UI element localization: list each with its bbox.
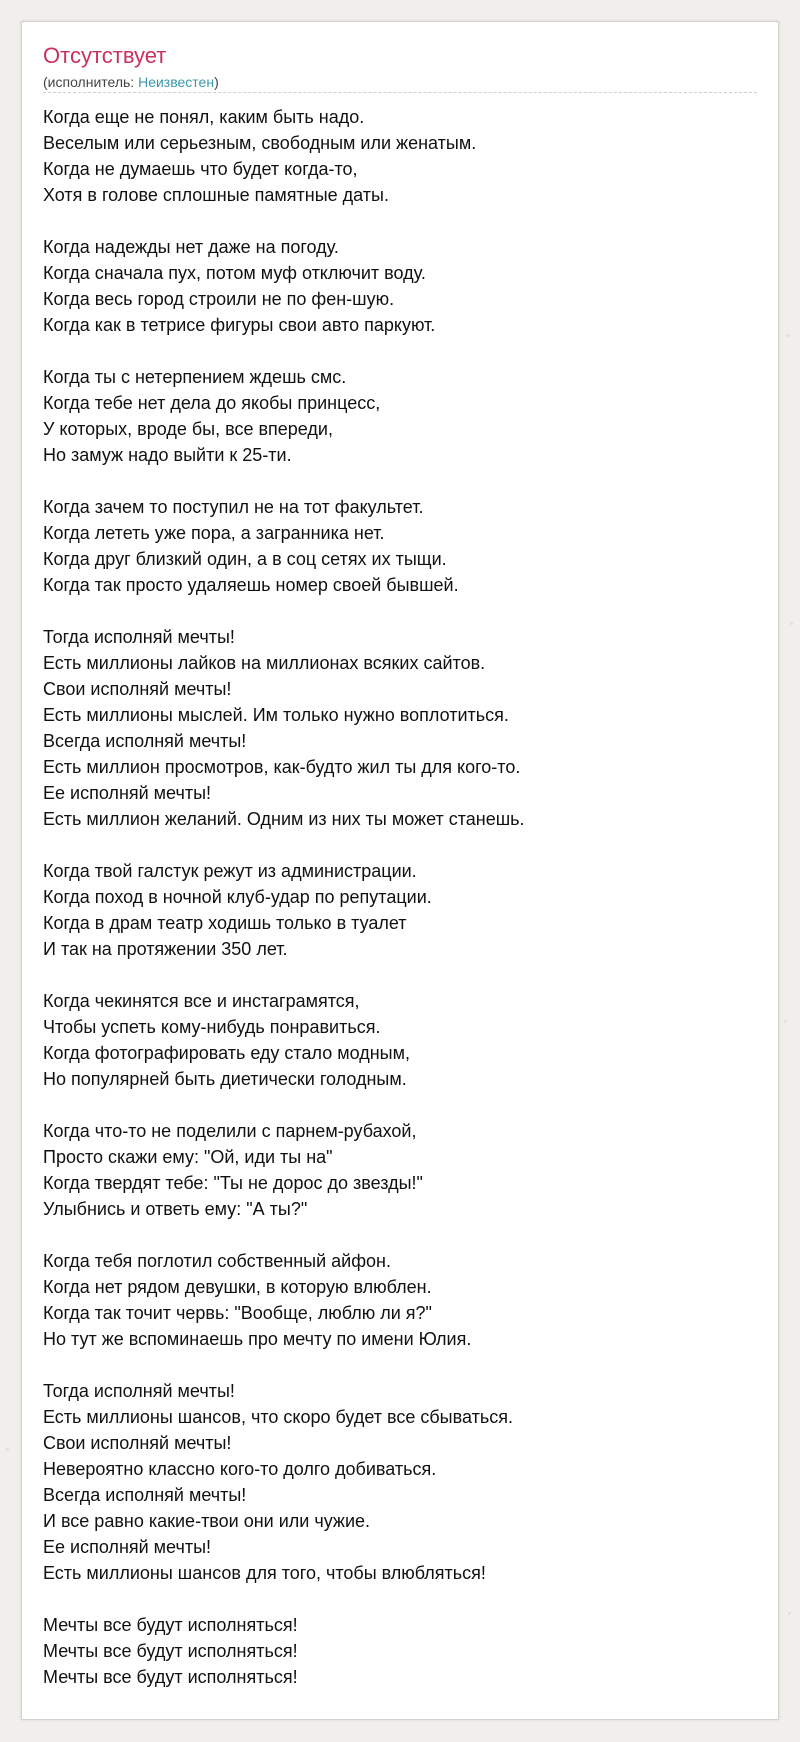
lyrics-stanza: [43, 1378, 768, 1586]
song-title: Отсутствует: [43, 43, 167, 68]
lyrics-line: Хотя в голове сплошные памятные даты.: [43, 185, 389, 205]
artist-link[interactable]: Неизвестен: [138, 74, 215, 90]
background-speck: [788, 1612, 791, 1615]
lyrics-line: Когда в драм театр ходишь только в туалет: [43, 913, 407, 933]
lyrics-line: Просто скажи ему: "Ой, иди ты на": [43, 1147, 333, 1167]
lyrics-line: Тогда исполняй мечты!: [43, 627, 235, 647]
lyrics-card: [21, 21, 779, 1720]
lyrics-line: Но замуж надо выйти к 25-ти.: [43, 445, 292, 465]
lyrics-stanza: [43, 364, 768, 468]
lyrics-line: И так на протяжении 350 лет.: [43, 939, 288, 959]
lyrics-stanza: [43, 1612, 768, 1690]
lyrics-line: Мечты все будут исполняться!: [43, 1641, 298, 1661]
background-speck: [790, 622, 793, 625]
lyrics-line: Есть миллионы мыслей. Им только нужно воплотиться.: [43, 705, 509, 725]
lyrics-line: Свои исполняй мечты!: [43, 679, 232, 699]
lyrics-stanza: [43, 858, 768, 962]
lyrics-line: Когда так просто удаляешь номер своей бывшей.: [43, 575, 459, 595]
lyrics-line: Но популярней быть диетически голодным.: [43, 1069, 407, 1089]
lyrics-line: Когда друг близкий один, а в соц сетях их тыщи.: [43, 549, 447, 569]
lyrics-stanza: [43, 1118, 768, 1222]
lyrics-line: Свои исполняй мечты!: [43, 1433, 232, 1453]
background-speck: [6, 1448, 9, 1451]
lyrics-line: Когда нет рядом девушки, в которую влюблен.: [43, 1277, 432, 1297]
lyrics-line: Всегда исполняй мечты!: [43, 731, 247, 751]
lyrics-line: Есть миллион желаний. Одним из них ты может станешь.: [43, 809, 525, 829]
lyrics-line: Когда фотографировать еду стало модным,: [43, 1043, 410, 1063]
lyrics-stanza: [43, 1248, 768, 1352]
lyrics-stanza: [43, 494, 768, 598]
artist-line: [43, 73, 219, 91]
lyrics-line: Когда твердят тебе: "Ты не дорос до звезды!": [43, 1173, 423, 1193]
background-speck: [786, 334, 789, 337]
lyrics-line: Когда зачем то поступил не на тот факультет.: [43, 497, 424, 517]
lyrics-line: Когда чекинятся все и инстаграмятся,: [43, 991, 360, 1011]
lyrics-line: Ее исполняй мечты!: [43, 1537, 212, 1557]
lyrics-line: Улыбнись и ответь ему: "А ты?": [43, 1199, 308, 1219]
lyrics-line: Когда весь город строили не по фен-шую.: [43, 289, 395, 309]
lyrics-line: Когда поход в ночной клуб-удар по репутации.: [43, 887, 432, 907]
lyrics-line: Есть миллионы шансов, что скоро будет все сбываться.: [43, 1407, 513, 1427]
lyrics-line: Ее исполняй мечты!: [43, 783, 212, 803]
lyrics-line: Чтобы успеть кому-нибудь понравиться.: [43, 1017, 381, 1037]
lyrics-line: Мечты все будут исполняться!: [43, 1615, 298, 1635]
lyrics-line: Всегда исполняй мечты!: [43, 1485, 247, 1505]
lyrics-line: Когда надежды нет даже на погоду.: [43, 237, 339, 257]
lyrics-line: Когда как в тетрисе фигуры свои авто паркуют.: [43, 315, 436, 335]
lyrics-body: [43, 104, 768, 1690]
artist-suffix: ): [214, 74, 219, 90]
lyrics-line: Веселым или серьезным, свободным или женатым.: [43, 133, 477, 153]
lyrics-line: Тогда исполняй мечты!: [43, 1381, 235, 1401]
lyrics-line: Когда лететь уже пора, а загранника нет.: [43, 523, 385, 543]
lyrics-line: Когда еще не понял, каким быть надо.: [43, 107, 365, 127]
lyrics-line: У которых, вроде бы, все впереди,: [43, 419, 333, 439]
lyrics-line: И все равно какие-твои они или чужие.: [43, 1511, 371, 1531]
lyrics-line: Когда не думаешь что будет когда-то,: [43, 159, 358, 179]
artist-prefix: (исполнитель:: [43, 74, 139, 90]
lyrics-stanza: [43, 988, 768, 1092]
lyrics-line: Есть миллион просмотров, как-будто жил ты для кого-то.: [43, 757, 521, 777]
lyrics-line: Когда сначала пух, потом муф отключит воду.: [43, 263, 426, 283]
lyrics-line: Невероятно классно кого-то долго добиваться.: [43, 1459, 437, 1479]
lyrics-stanza: [43, 234, 768, 338]
lyrics-line: Когда так точит червь: "Вообще, люблю ли я?": [43, 1303, 432, 1323]
lyrics-line: Когда тебя поглотил собственный айфон.: [43, 1251, 391, 1271]
background-speck: [784, 1020, 787, 1023]
lyrics-line: Есть миллионы лайков на миллионах всяких сайтов.: [43, 653, 486, 673]
lyrics-line: Мечты все будут исполняться!: [43, 1667, 298, 1687]
lyrics-line: Когда что-то не поделили с парнем-рубахой,: [43, 1121, 417, 1141]
lyrics-line: Есть миллионы шансов для того, чтобы влюбляться!: [43, 1563, 486, 1583]
lyrics-line: Когда ты с нетерпением ждешь смс.: [43, 367, 347, 387]
lyrics-stanza: [43, 624, 768, 832]
header-divider: [43, 92, 757, 93]
lyrics-line: Когда твой галстук режут из администрации.: [43, 861, 417, 881]
lyrics-line: Но тут же вспоминаешь про мечту по имени Юлия.: [43, 1329, 472, 1349]
lyrics-stanza: [43, 104, 768, 208]
lyrics-line: Когда тебе нет дела до якобы принцесс,: [43, 393, 381, 413]
